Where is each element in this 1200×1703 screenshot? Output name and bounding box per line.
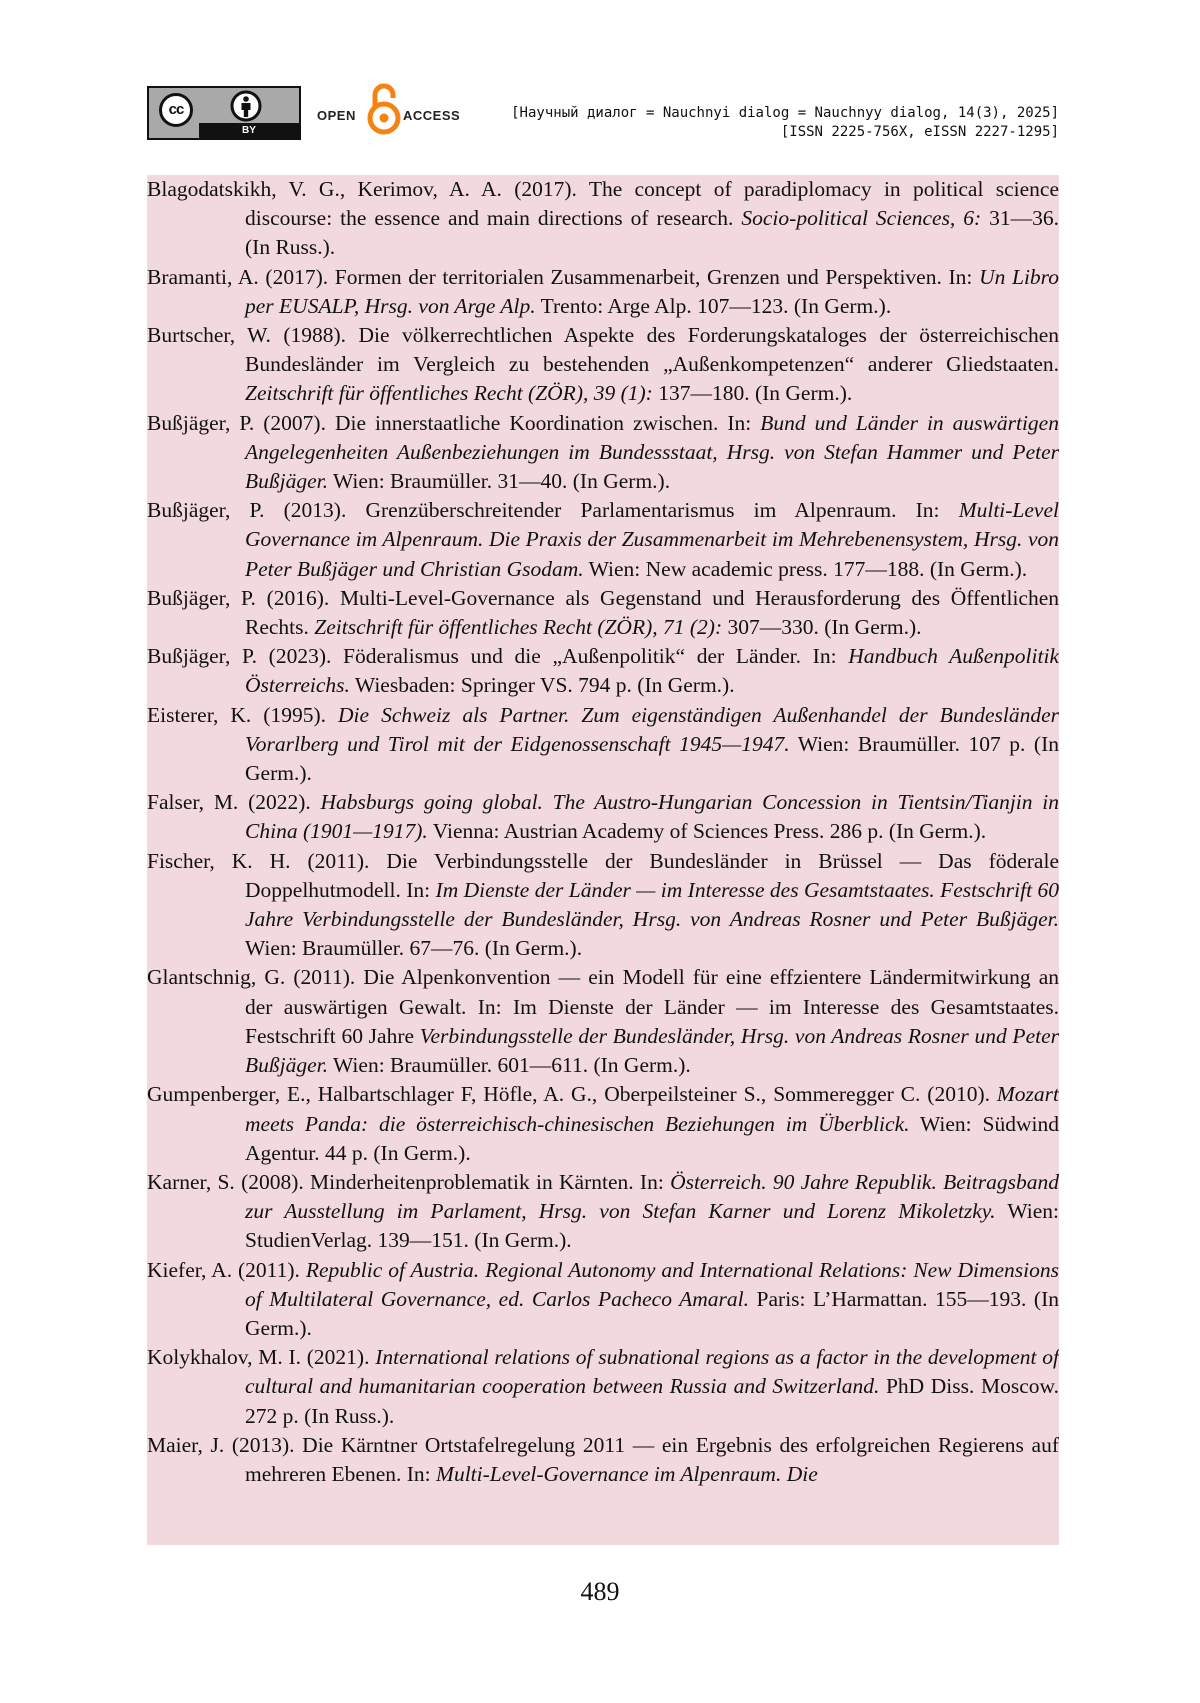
reference-entry: Falser, M. (2022). Habsburgs going global. The Austro-Hungarian Concession in Tientsin/Tianjin in China (1901—1917). Vienna: Austrian Academy of Sciences Press. 286 p. (In Germ.).	[147, 788, 1059, 846]
reference-entry: Bramanti, A. (2017). Formen der territorialen Zusammenarbeit, Grenzen und Perspektiven. In: Un Libro per EUSALP, Hrsg. von Arge Alp. Trento: Arge Alp. 107—123. (In Germ.).	[147, 263, 1059, 321]
open-label: OPEN	[317, 108, 356, 123]
reference-entry: Kolykhalov, M. I. (2021). International relations of subnational regions as a factor in the development of cultural and humanitarian cooperation between Russia and Switzerland. PhD Diss. Moscow. 272 p. (In Russ.).	[147, 1343, 1059, 1431]
cc-icon: cc	[159, 93, 193, 127]
reference-entry: Bußjäger, P. (2023). Föderalismus und die „Außenpolitik“ der Länder. In: Handbuch Außenpolitik Österreichs. Wiesbaden: Springer VS. 794 p. (In Germ.).	[147, 642, 1059, 700]
access-label: ACCESS	[403, 108, 460, 123]
reference-entry: Blagodatskikh, V. G., Kerimov, A. A. (2017). The concept of paradiplomacy in political science discourse: the essence and main directions of research. Socio-political Sciences, 6: 31—36. (In Russ.).	[147, 175, 1059, 263]
reference-entry: Kiefer, A. (2011). Republic of Austria. Regional Autonomy and International Relations: New Dimensions of Multilateral Governance, ed. Carlos Pacheco Amaral. Paris: L’Harmattan. 155—193. (In Germ.).	[147, 1256, 1059, 1344]
open-access-logo	[317, 86, 477, 140]
reference-entry: Fischer, K. H. (2011). Die Verbindungsstelle der Bundesländer in Brüssel — Das föderale Doppelhutmodell. In: Im Dienste der Länder — im Interesse des Gesamtstaates. Festschrift 60 Jahre Verbindungsstelle der Bundesländer, Hrsg. von Andreas Rosner und Peter Bußjäger. Wien: Braumüller. 67—76. (In Germ.).	[147, 847, 1059, 964]
reference-entry: Gumpenberger, E., Halbartschlager F, Höfle, A. G., Oberpeilsteiner S., Sommeregger C. (2010). Mozart meets Panda: die österreichisch-chinesischen Beziehungen im Überblick. Wien: Südwind Agentur. 44 p. (In Germ.).	[147, 1080, 1059, 1168]
reference-list	[147, 175, 1059, 1545]
by-label: BY	[199, 123, 299, 138]
reference-entry: Eisterer, K. (1995). Die Schweiz als Partner. Zum eigenständigen Außenhandel der Bundesländer Vorarlberg und Tirol mit der Eidgenossenschaft 1945—1947. Wien: Braumüller. 107 p. (In Germ.).	[147, 701, 1059, 789]
page-number: 489	[0, 1577, 1200, 1607]
citation-line-2: [ISSN 2225-756X, eISSN 2227-1295]	[511, 123, 1059, 142]
citation-line-1: [Научный диалог = Nauchnyi dialog = Nauchnyy dialog, 14(3), 2025]	[511, 104, 1059, 123]
reference-entry: Bußjäger, P. (2013). Grenzüberschreitender Parlamentarismus im Alpenraum. In: Multi-Level Governance im Alpenraum. Die Praxis der Zusammenarbeit im Mehrebenensystem, Hrsg. von Peter Bußjäger und Christian Gsodam. Wien: New academic press. 177—188. (In Germ.).	[147, 496, 1059, 584]
journal-citation	[511, 104, 1059, 142]
reference-entry: Bußjäger, P. (2007). Die innerstaatliche Koordination zwischen. In: Bund und Länder in auswärtigen Angelegenheiten Außenbeziehungen im Bundessstaat, Hrsg. von Stefan Hammer und Peter Bußjäger. Wien: Braumüller. 31—40. (In Germ.).	[147, 409, 1059, 497]
attribution-person-icon	[230, 90, 262, 122]
reference-entry: Glantschnig, G. (2011). Die Alpenkonvention — ein Modell für eine effzientere Ländermitwirkung an der auswärtigen Gewalt. In: Im Dienste der Länder — im Interesse des Gesamtstaates. Festschrift 60 Jahre Verbindungsstelle der Bundesländer, Hrsg. von Andreas Rosner und Peter Bußjäger. Wien: Braumüller. 601—611. (In Germ.).	[147, 963, 1059, 1080]
reference-entry: Burtscher, W. (1988). Die völkerrechtlichen Aspekte des Forderungskataloges der österreichischen Bundesländer im Vergleich zu bestehenden „Außenkompetenzen“ anderer Gliedstaaten. Zeitschrift für öffentliches Recht (ZÖR), 39 (1): 137—180. (In Germ.).	[147, 321, 1059, 409]
page-header	[147, 86, 1059, 144]
reference-entry: Bußjäger, P. (2016). Multi-Level-Governance als Gegenstand und Herausforderung des Öffentlichen Rechts. Zeitschrift für öffentliches Recht (ZÖR), 71 (2): 307—330. (In Germ.).	[147, 584, 1059, 642]
reference-entry: Karner, S. (2008). Minderheitenproblematik in Kärnten. In: Österreich. 90 Jahre Republik. Beitragsband zur Ausstellung im Parlament, Hrsg. von Stefan Karner und Lorenz Mikoletzky. Wien: StudienVerlag. 139—151. (In Germ.).	[147, 1168, 1059, 1256]
reference-entry: Maier, J. (2013). Die Kärntner Ortstafelregelung 2011 — ein Ergebnis des erfolgreichen Regierens auf mehreren Ebenen. In: Multi-Level-Governance im Alpenraum. Die	[147, 1431, 1059, 1489]
cc-by-license-badge[interactable]	[147, 86, 301, 140]
open-access-lock-icon	[365, 82, 403, 136]
